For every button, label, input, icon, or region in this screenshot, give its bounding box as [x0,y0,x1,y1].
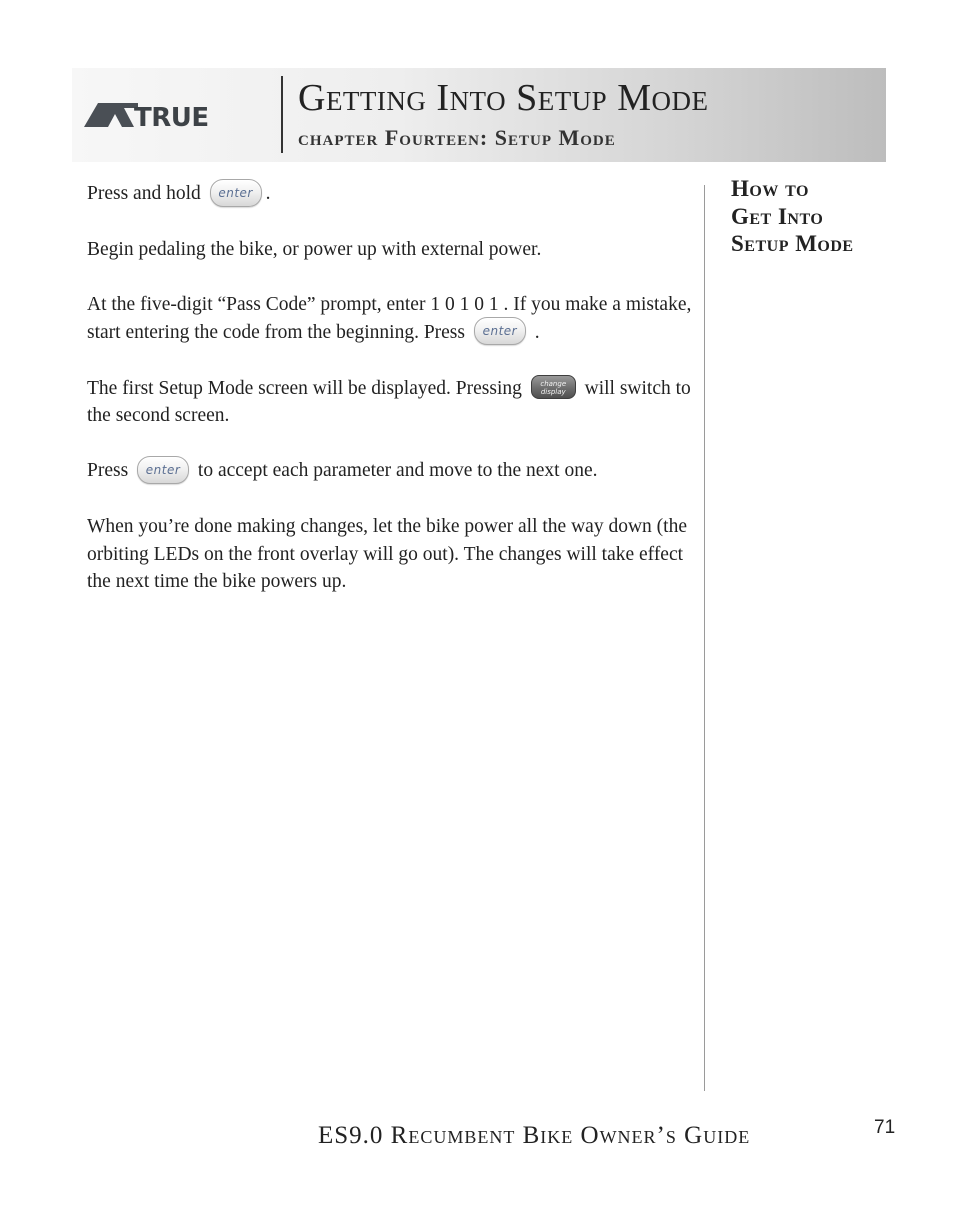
step-text: Press and hold [87,183,201,204]
true-logo [84,102,252,128]
step-text: The first Setup Mode screen will be displayed. Pressing [87,377,522,399]
step-text: . [265,183,271,204]
step-power-down: When you’re done making changes, let the bike power all the way down (the orbiting LEDs on the front overlay will go out). The changes will take effect the next time the bike powers up. [87,516,687,593]
step-accept-parameter [87,457,697,486]
step-first-screen [87,375,697,430]
page-title: Getting Into Setup Mode [298,77,709,119]
step-text: At the five-digit “Pass Code” prompt, enter 1 0 1 0 1 . If you make a mistake, start entering the code from the beginning. Press [87,294,692,343]
step-press-hold-enter [87,180,697,209]
sidebar-heading-line: Setup Mode [731,231,854,256]
enter-button-icon: enter [137,456,189,484]
change-display-button-icon [531,375,576,399]
chapter-subtitle: chapter Fourteen: Setup Mode [298,125,616,150]
display-label: display [540,388,566,397]
header-divider [281,76,283,153]
enter-button-icon: enter [210,179,262,207]
footer-guide-title: ES9.0 Recumbent Bike Owner’s Guide [318,1122,751,1149]
logo-wordmark: TRUE [134,103,209,128]
change-label: change [540,380,567,389]
sidebar-heading [731,175,901,258]
sidebar-heading-line: How to [731,176,809,201]
step-text: . [534,321,540,343]
step-pass-code [87,291,697,347]
step-text: to accept each parameter and move to the next one. [197,460,598,482]
enter-button-icon: enter [474,317,526,345]
instructions-body [87,180,697,623]
page-number: 71 [874,1117,896,1138]
sidebar-heading-line: Get Into [731,203,824,229]
step-text: will switch to the second screen. [87,377,691,427]
step-text: Press [87,460,129,482]
column-divider [704,185,705,1091]
step-begin-pedaling: Begin pedaling the bike, or power up with external power. [87,239,542,261]
